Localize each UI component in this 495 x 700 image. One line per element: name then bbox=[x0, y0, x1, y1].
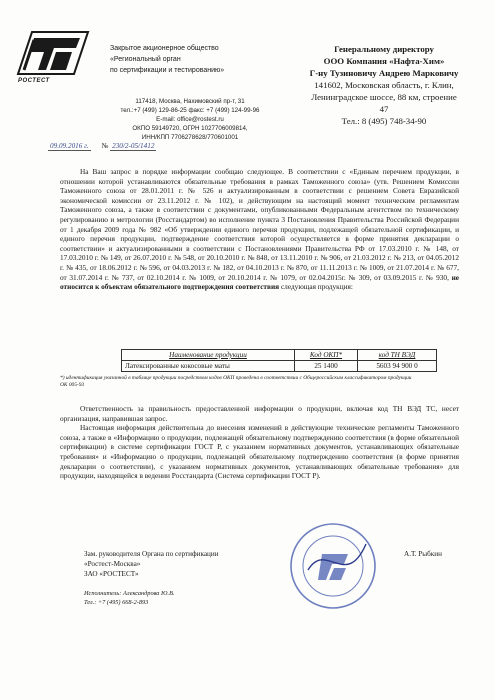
paragraph-main: На Ваш запрос в порядке информации сообщаю следующее. В соответствии с «Единым перечнем продукции, в отношении которой устанавливаются обязательные требования в рамках Таможенного союза» (утв. Решением Комиссии Таможенного союза от 28.01.2011 г. № 526 и актуализированным в соответствии с решением Совета Евразийской экономической комиссии от 23.11.2012 г. № 102), и действующим на настоящий момент техническим регламентам Таможенного союза, а также в соответствии с документами, опубликованными Федеральным агентством по техническому регулированию и метрологии (Росстандартом) во исполнение пункта 3 Постановления Правительства Российской Федерации от 1 декабря 2009 года № 982 «Об утверждении единого перечня продукции, подлежащей обязательной сертификации, и единого перечня продукции, подтверждение соответствия которой осуществляется в форме принятия декларации о соответствии» и актуализированными в соответствии с Постановлениями Правительства РФ от 17.03.2010 г. № 148, от 17.03.2010 г. № 149, от 26.07.2010 г. № 548, от 20.10.2010 г. № 848, от 13.11.2010 г. № 906, от 21.03.2012 г. № 213, от 04.05.2012 г. № 435, от 18.06.2012 г. № 596, от 04.03.2013 г. № 182, от 04.10.2013 г. № 870, от 11.11.2013 г. № 1009, от 21.07.2014 г. № 677, от 31.07.2014 г. № 737, от 02.10.2014 г. № 1009, от 20.10.2014 г. № 1079, от 02.04.2015г. № 309, от 03.09.2015 г. № 930, не относится к объектам обязательного подтверждения соответствия следующая продукция: bbox=[60, 167, 460, 292]
bold-statement: не относится к объектам обязательного подтверждения соответствия bbox=[60, 272, 460, 292]
tnved-code-cell: 5603 94 900 0 bbox=[358, 361, 437, 372]
signatory-name: А.Т. Рыбкин bbox=[404, 550, 442, 558]
paragraph-responsibility: Ответственность за правильность предоставленной информации о продукции, включая код ТН ВЭД ТС, несет организация, направившая запрос. bbox=[60, 404, 459, 423]
table-header-row bbox=[122, 350, 437, 361]
recipient-block: Генеральному директору ООО Компания «Нафта-Хим» Г-ну Тузиновичу Андрею Марковичу 141602, Московская область, г. Клин, Ленинградское шоссе, 88 км, строение 47 Тел.: 8 (495) 748-34-90 bbox=[309, 44, 459, 126]
sender-address: 117418, Москва, Нахимовский пр-т, 31 тел.:+7 (499) 129-86-25 факс: +7 (499) 124-99-96 E-mail: office@rostest.ru ОКПО 59149720, ОГРН 1027706009814, ИНН/КПП 7706278628/770601001 bbox=[120, 98, 260, 141]
document-number: 230/2-05/1412 bbox=[112, 142, 155, 150]
product-name-cell: Латексированные кокосовые маты bbox=[122, 361, 295, 372]
number-sign: № bbox=[101, 142, 109, 150]
logo-caption: РОСТЕСТ bbox=[18, 78, 50, 84]
table-row bbox=[122, 361, 437, 372]
header-product-name: Наименование продукции bbox=[122, 350, 295, 361]
product-table bbox=[121, 349, 437, 372]
letter-body-closing bbox=[60, 404, 459, 481]
executor-info: Исполнитель: Александрова Ю.В. Тел.: +7 (495) 668-2-893 bbox=[84, 590, 175, 606]
letter-body-main bbox=[60, 167, 459, 292]
date-and-number bbox=[48, 142, 156, 150]
sender-organization: Закрытое акционерное общество «Региональный орган по сертификации и тестированию» bbox=[110, 45, 225, 74]
organization-stamp bbox=[286, 520, 380, 612]
header-tnved-code: код ТН ВЭД bbox=[358, 350, 437, 361]
signatory-title: Зам. руководителя Органа по сертификации «Ростест-Москва» ЗАО «РОСТЕСТ» bbox=[84, 550, 219, 578]
footnote: *) идентификация указанной в таблице продукции посредством кодов ОКП проведена в соответствии с Общероссийским классификатором продукции ОК 005-93 bbox=[60, 375, 412, 388]
document-date: 09.09.2016 г. bbox=[50, 142, 89, 150]
okp-code-cell: 25 1400 bbox=[295, 361, 358, 372]
header-okp-code: Код ОКП* bbox=[295, 350, 358, 361]
rostest-logo bbox=[10, 26, 92, 78]
paragraph-validity: Настоящая информация действительна до внесения изменений в действующие технические регламенты Таможенного союза, а также в «Информацию о продукции, подлежащей обязательному подтверждению соответствия (в форме обязательной сертификации) в системе сертификации ГОСТ Р, с указанием нормативных документов, устанавливающих обязательные требования» и «Информацию о продукции, подлежащей обязательному подтверждению соответствия (в форме принятия декларации о соответствии), с указанием нормативных документов, устанавливающих обязательные требования» для продукции, находящейся в ведении Росстандарта (Система сертификации ГОСТ Р). bbox=[60, 423, 459, 481]
